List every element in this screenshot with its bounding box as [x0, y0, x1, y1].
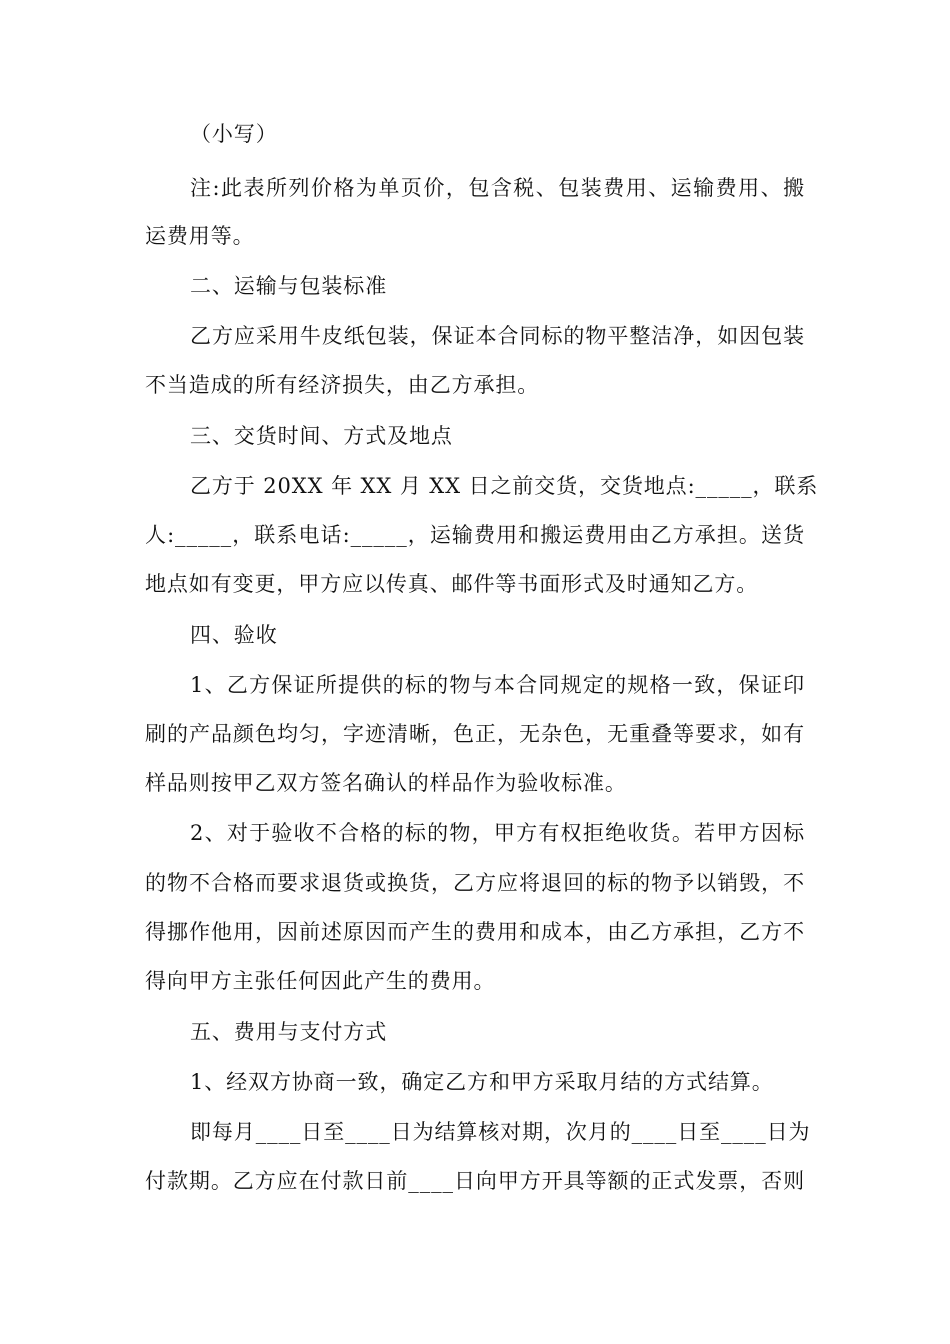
delivery-para-line-2: 人:_____，联系电话:_____，运输费用和搬运费用由乙方承担。送货 [145, 523, 805, 547]
acceptance-item2-line-2: 的物不合格而要求退货或换货，乙方应将退回的标的物予以销毁，不 [145, 871, 805, 895]
acceptance-item1-line-1: 1、乙方保证所提供的标的物与本合同规定的规格一致，保证印 [190, 673, 805, 697]
delivery-para-line-3: 地点如有变更，甲方应以传真、邮件等书面形式及时通知乙方。 [145, 572, 759, 596]
delivery-para-line-1: 乙方于 20XX 年 XX 月 XX 日之前交货，交货地点:_____，联系 [190, 474, 819, 498]
packaging-para-line-2: 不当造成的所有经济损失，由乙方承担。 [145, 373, 540, 397]
price-note-line-1: 注:此表所列价格为单页价，包含税、包装费用、运输费用、搬 [190, 176, 805, 200]
payment-schedule-line-1: 即每月____日至____日为结算核对期，次月的____日至____日为 [190, 1120, 811, 1144]
section-heading-payment: 五、费用与支付方式 [190, 1020, 388, 1044]
acceptance-item2-line-1: 2、对于验收不合格的标的物，甲方有权拒绝收货。若甲方因标 [190, 821, 805, 845]
payment-item1: 1、经双方协商一致，确定乙方和甲方采取月结的方式结算。 [190, 1070, 774, 1094]
section-heading-transport: 二、运输与包装标准 [190, 274, 388, 298]
price-note-line-2: 运费用等。 [145, 224, 255, 248]
payment-schedule-line-2: 付款期。乙方应在付款日前____日向甲方开具等额的正式发票，否则 [145, 1169, 805, 1193]
acceptance-item2-line-4: 得向甲方主张任何因此产生的费用。 [145, 969, 496, 993]
acceptance-item1-line-2: 刷的产品颜色均匀，字迹清晰，色正，无杂色，无重叠等要求，如有 [145, 722, 805, 746]
packaging-para-line-1: 乙方应采用牛皮纸包装，保证本合同标的物平整洁净，如因包装 [190, 324, 805, 348]
section-heading-delivery: 三、交货时间、方式及地点 [190, 424, 453, 448]
amount-lowercase-label: （小写） [190, 122, 278, 146]
acceptance-item2-line-3: 得挪作他用，因前述原因而产生的费用和成本，由乙方承担，乙方不 [145, 920, 805, 944]
acceptance-item1-line-3: 样品则按甲乙双方签名确认的样品作为验收标准。 [145, 771, 627, 795]
section-heading-acceptance: 四、验收 [190, 623, 278, 647]
